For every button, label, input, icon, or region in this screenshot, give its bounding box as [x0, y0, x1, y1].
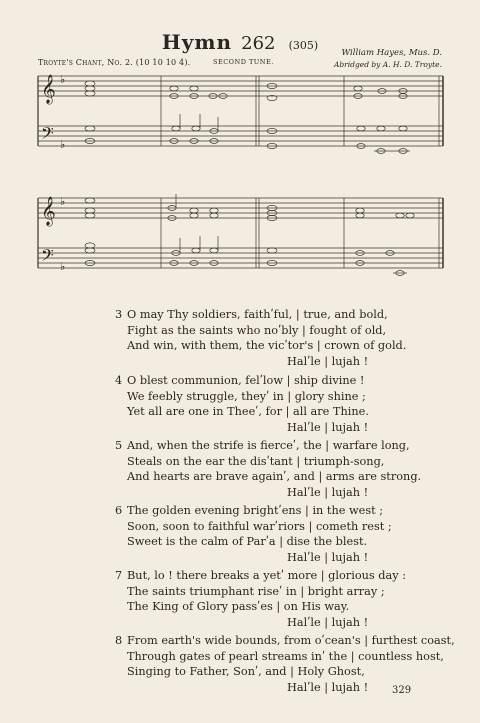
hymn-word: Hymn	[161, 30, 233, 54]
verse-refrain: Halʹle | lujah !	[287, 681, 369, 695]
verse-number: 3	[115, 308, 123, 321]
verse-refrain: Halʹle | lujah !	[287, 551, 369, 565]
verse-refrain: Halʹle | lujah !	[287, 616, 369, 630]
composer: William Hayes, Mus. D.	[341, 48, 442, 58]
verse-line: Fight as the saints who noʹbly | fought of old,	[127, 323, 387, 337]
verse-refrain: Halʹle | lujah !	[287, 421, 369, 435]
tune-name: Troyte's Chant, No. 2. (10 10 10 4).	[38, 58, 191, 67]
svg-text:♭: ♭	[60, 260, 66, 273]
hymn-number: 262	[241, 33, 276, 54]
verse-line: Soon, soon to faithful warʹriors | cometh rest ;	[127, 519, 392, 533]
svg-text:♭: ♭	[60, 195, 66, 208]
verse-number: 8	[115, 634, 123, 647]
verse-number: 7	[115, 569, 123, 582]
verse-line: From earth's wide bounds, from oʹcean's | furthest coast,	[127, 634, 455, 647]
verse-line: And hearts are brave againʹ, and | arms are strong.	[127, 470, 422, 484]
verse-line: The golden evening brightʹens | in the west ;	[127, 504, 384, 517]
svg-text:♭: ♭	[60, 138, 66, 151]
verse-line: Singing to Father, Sonʹ, and | Holy Ghost,	[127, 665, 365, 679]
verse-line: Sweet is the calm of Parʹa | dise the blest.	[127, 535, 368, 549]
verse-line: But, lo ! there breaks a yetʹ more | glorious day :	[127, 569, 407, 582]
verse-line: The King of Glory passʹes | on His way.	[127, 600, 350, 614]
verse-refrain: Halʹle | lujah !	[287, 486, 369, 500]
verse-number: 4	[115, 374, 123, 387]
verse-number: 6	[115, 504, 123, 517]
verse-line: Steals on the ear the disʹtant | triumph-song,	[127, 454, 385, 468]
verse-line: We feebly struggle, theyʹ in | glory shine ;	[127, 389, 366, 403]
second-tune-label: SECOND TUNE.	[213, 58, 274, 66]
arranger: Abridged by A. H. D. Troyte.	[333, 60, 442, 69]
page-number: 329	[392, 685, 412, 696]
verse-line: The saints triumphant riseʹ in | bright array ;	[127, 584, 385, 598]
verse-line: O may Thy soldiers, faithʹful, | true, and bold,	[127, 308, 388, 321]
verse-refrain: Halʹle | lujah !	[287, 355, 369, 369]
verse-line: Through gates of pearl streams inʹ the | countless host,	[127, 649, 444, 663]
composer-credit	[334, 48, 442, 70]
svg-text:♭: ♭	[60, 73, 66, 86]
svg-text:𝄢: 𝄢	[41, 245, 54, 269]
verse-number: 5	[115, 439, 123, 452]
verse-line: And win, with them, the vicʹtor's | crown of gold.	[127, 339, 407, 353]
music-system-2	[0, 192, 480, 292]
verse-line: O blest communion, felʹlow | ship divine !	[127, 374, 365, 387]
music-system-1	[0, 70, 480, 170]
svg-text:𝄞: 𝄞	[41, 74, 56, 103]
old-hymn-number: (305)	[288, 39, 319, 52]
svg-text:𝄢: 𝄢	[41, 123, 54, 147]
verse-line: And, when the strife is fierceʹ, the | warfare long,	[127, 439, 410, 452]
verse-line: Yet all are one in Theeʹ, for | all are Thine.	[127, 405, 369, 419]
svg-text:𝄞: 𝄞	[41, 196, 56, 225]
